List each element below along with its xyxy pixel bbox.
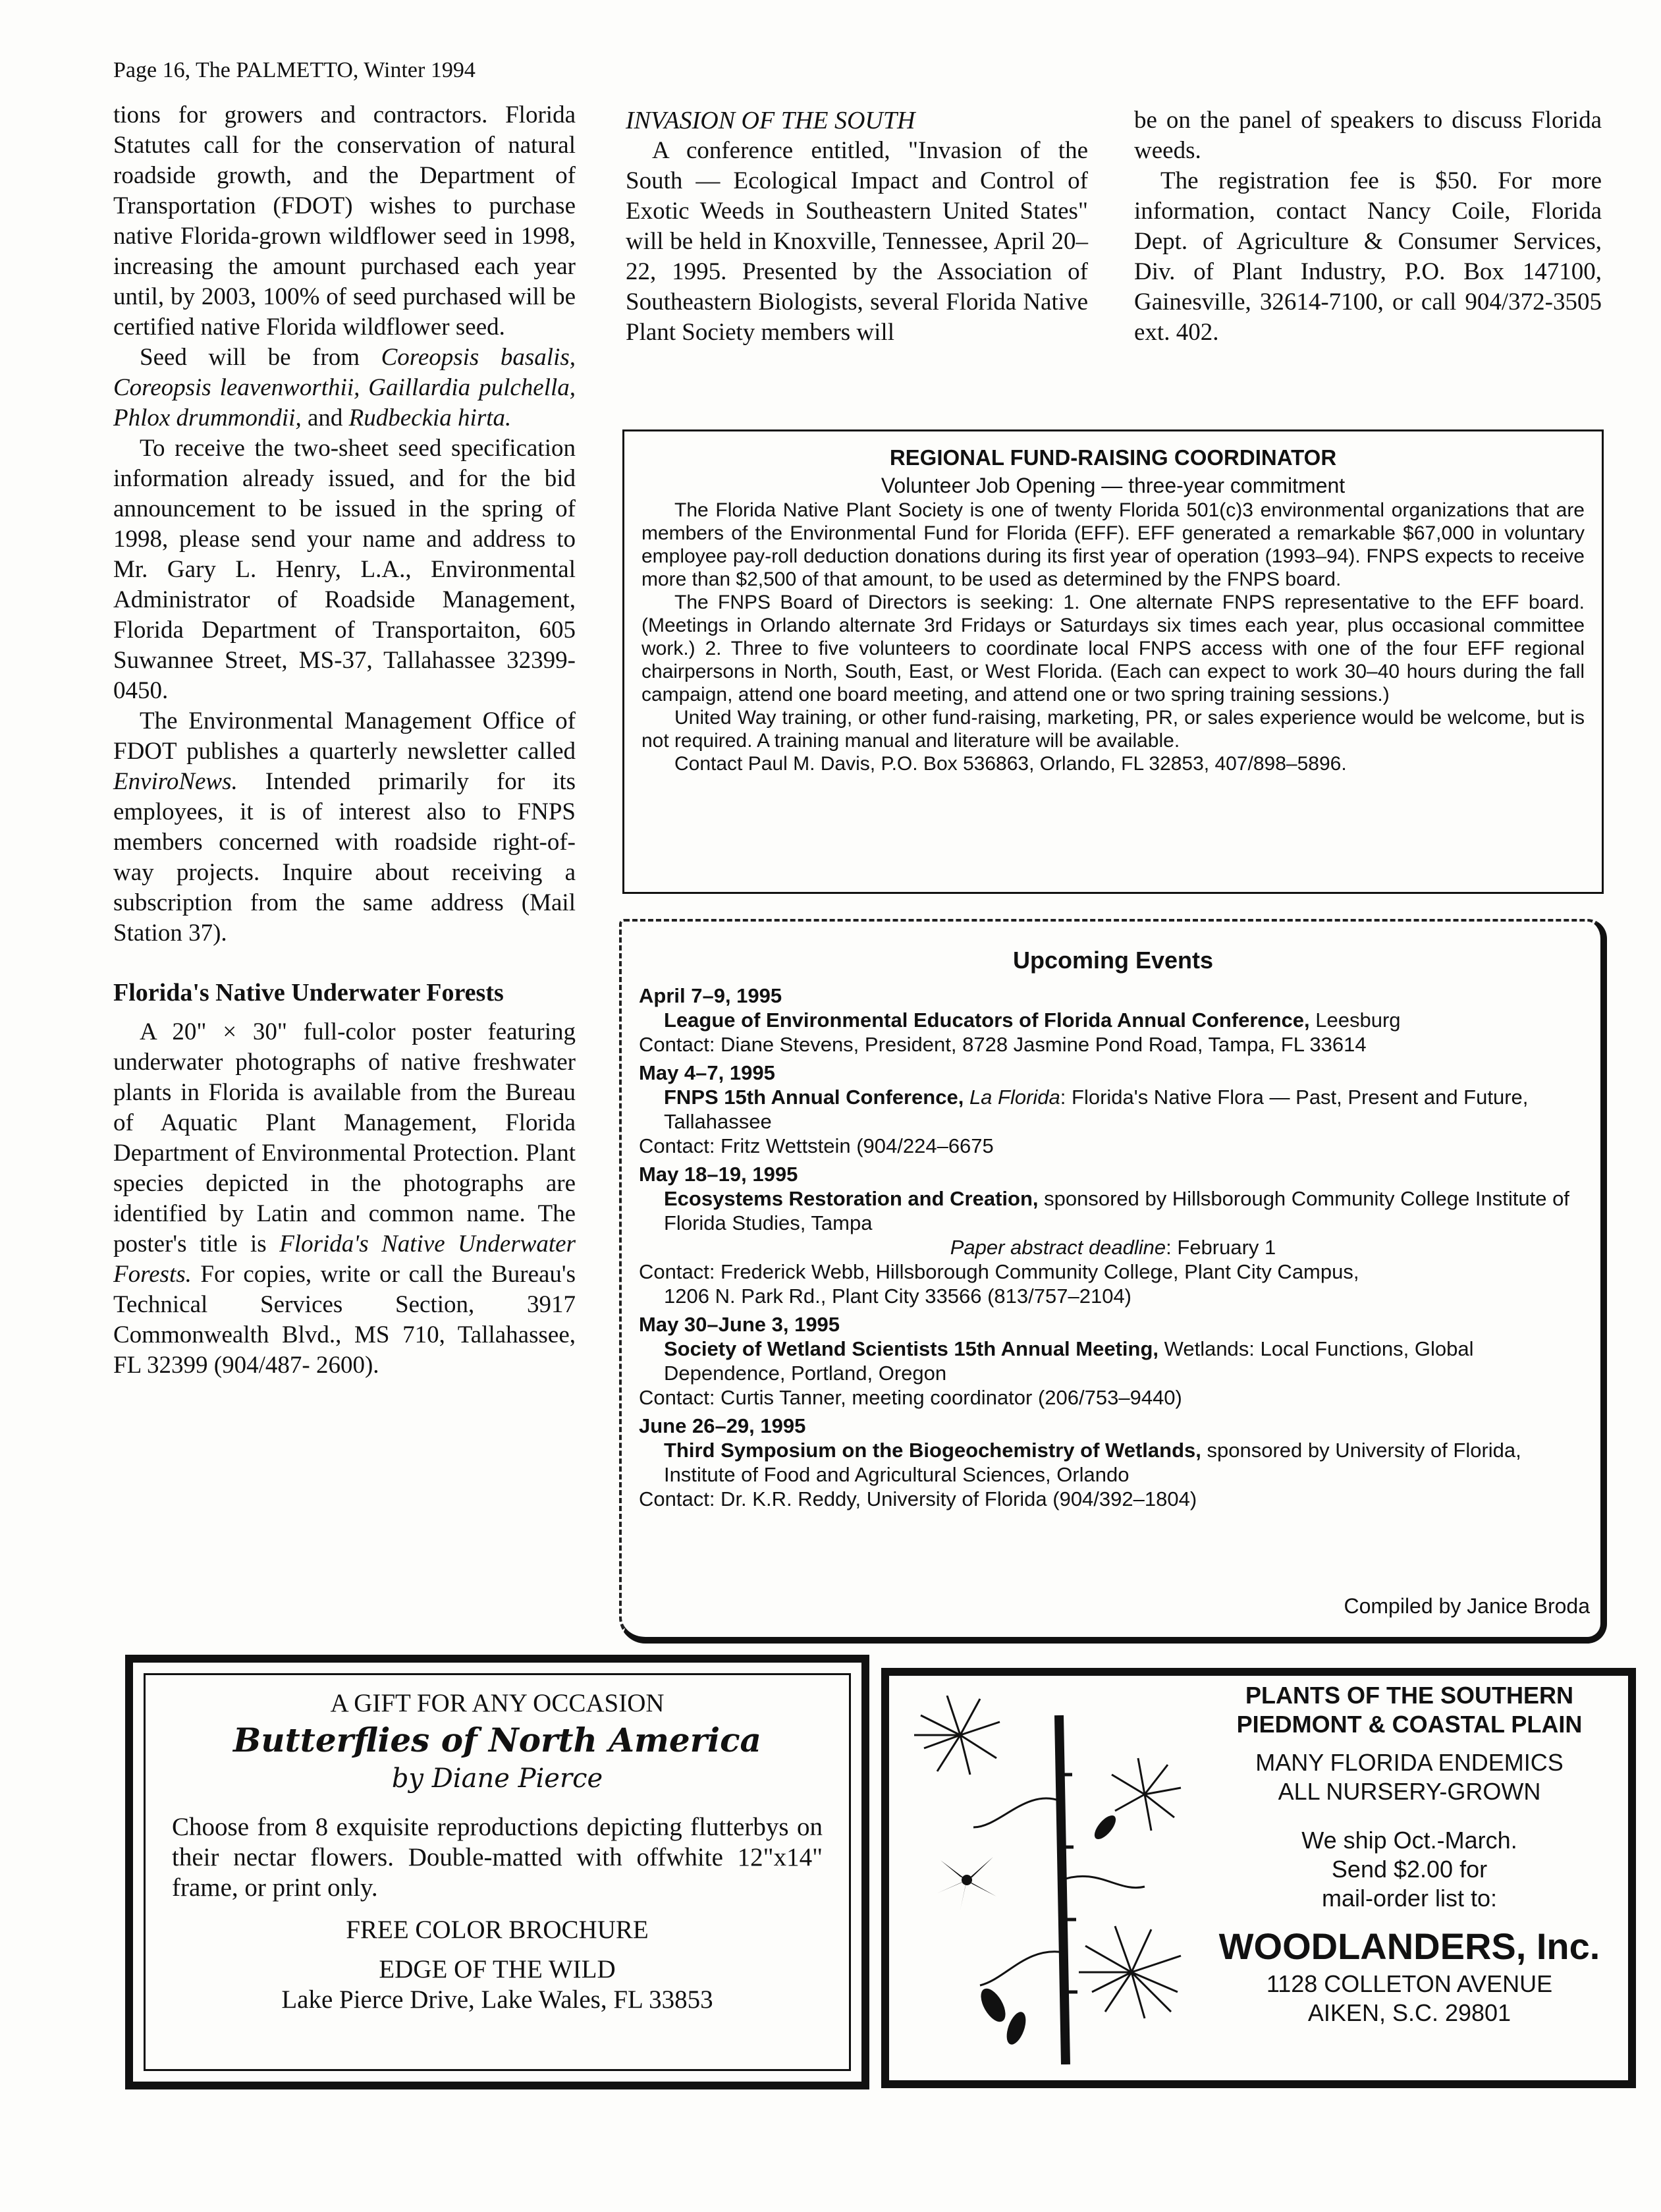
paragraph: tions for growers and contractors. Florida Statutes call for the conservation of natural roadside growth, and the Department of Transportation (FDOT) wishes to purchase native Florida-grown wildflower seed in 1998, increasing the amount purchased each year until, by 2003, 100% of seed purchased will be certified native Florida wildflower seed.: [113, 101, 576, 341]
ad-line: Send $2.00 for: [1331, 1856, 1488, 1883]
paragraph: The Florida Native Plant Society is one of twenty Florida 501(c)3 environmental organizations that are members of the Environmental Fund for Florida (EFF). EFF generated a remarkable $67,000 in voluntary employee pay-roll deduction donations during its first year of operation (1993–94). FNPS expects to receive more than $2,500 of that amount, to be used as determined by the FNPS board.: [641, 499, 1585, 590]
contact-line: Contact Paul M. Davis, P.O. Box 536863, Orlando, FL 32853, 407/898–5896.: [674, 753, 1347, 775]
paragraph: be on the panel of speakers to discuss Florida weeds.: [1134, 107, 1602, 164]
events-content: [639, 944, 1587, 1511]
box-title: REGIONAL FUND-RAISING COORDINATOR: [889, 445, 1337, 470]
page-header: Page 16, The PALMETTO, Winter 1994: [113, 58, 476, 82]
events-title: Upcoming Events: [1012, 947, 1214, 974]
event-place: Leesburg: [1315, 1009, 1401, 1032]
event-contact: Contact: Frederick Webb, Hillsborough Community College, Plant City Campus,: [639, 1260, 1359, 1283]
text: A 20" × 30" full-color poster featuring underwater photographs of native freshwater plants in Florida is available from the Bureau of Aquatic Plant Management, Florida Department of Environmental Protection. Plant species depicted in the photographs are identified by Latin and common name. The poster's title is: [113, 1018, 576, 1258]
ad-description: Choose from 8 exquisite reproductions depicting flutterbys on their nectar flowers. Double-matted with offwhite 12"x14" frame, or print only.: [172, 1813, 823, 1902]
event-name: [639, 1085, 1587, 1134]
ad-brochure: FREE COLOR BROCHURE: [346, 1916, 649, 1944]
deadline-value: : February 1: [1166, 1236, 1276, 1259]
ad-address: Lake Pierce Drive, Lake Wales, FL 33853: [281, 1985, 713, 2014]
paragraph: United Way training, or other fund-raising, marketing, PR, or sales experience would be welcome, but is not required. A training manual and literature will be available.: [641, 707, 1585, 752]
ad-product-title: Butterflies of North America: [233, 1721, 761, 1759]
event-details: : Florida's Native Flora — Past, Present and Future, Tallahassee: [664, 1086, 1529, 1133]
event-contact: Contact: Diane Stevens, President, 8728 Jasmine Pond Road, Tampa, FL 33614: [639, 1033, 1367, 1056]
upcoming-events: [619, 919, 1607, 1644]
event-title: Society of Wetland Scientists 15th Annual Meeting,: [664, 1337, 1159, 1360]
text: Intended primarily for its employees, it is of interest also to FNPS members concerned with roadside right-of-way projects. Inquire about receiving a subscription from the same address (Mail Station 37).: [113, 768, 576, 947]
ad-company: EDGE OF THE WILD: [379, 1955, 616, 1983]
article-title: INVASION OF THE SOUTH: [626, 107, 915, 134]
event-deadline: [639, 1235, 1587, 1259]
column-middle: [626, 105, 1088, 348]
paragraph-species: [113, 343, 576, 433]
event-date: May 18–19, 1995: [639, 1163, 798, 1186]
paragraph: The registration fee is $50. For more information, contact Nancy Coile, Florida Dept. of Agriculture & Consumer Services, Div. of Plant Industry, P.O. Box 147100, Gainesville, 32614-7100, or call 904/372-3505 ext. 402.: [1134, 167, 1602, 346]
events-credit: Compiled by Janice Broda: [1344, 1594, 1590, 1618]
event-contact: Contact: Curtis Tanner, meeting coordinator (206/753–9440): [639, 1386, 1182, 1409]
event-date: June 26–29, 1995: [639, 1414, 806, 1437]
event-contact: Contact: Dr. K.R. Reddy, University of Florida (904/392–1804): [639, 1487, 1197, 1510]
ad-company: WOODLANDERS, Inc.: [1218, 1925, 1600, 1967]
column-right: [1134, 105, 1602, 348]
gift-ad-inner: [144, 1673, 851, 2071]
ad-line: ALL NURSERY-GROWN: [1278, 1778, 1541, 1805]
event-details: Wetlands: Local Functions, Global Dependence, Portland, Oregon: [664, 1337, 1474, 1385]
text: and: [307, 404, 343, 431]
event-date: April 7–9, 1995: [639, 984, 782, 1007]
paragraph: To receive the two-sheet seed specification information already issued, and for the bid announcement to be issued in the spring of 1998, please send your name and address to Mr. Gary L. Henry, L.A., Environmental Administrator of Roadside Management, Florida Department of Transportaiton, 605 Suwannee Street, MS-37, Tallahassee 32399-0450.: [113, 435, 576, 704]
paragraph-newsletter: [113, 706, 576, 949]
text: Seed will be from: [140, 344, 360, 371]
ad-city: AIKEN, S.C. 29801: [1307, 1999, 1511, 2026]
event-contact-address: 1206 N. Park Rd., Plant City 33566 (813/757–2104): [664, 1285, 1132, 1308]
gift-advertisement: [125, 1655, 869, 2089]
event-date: May 4–7, 1995: [639, 1061, 775, 1084]
fundraising-box: [622, 429, 1604, 894]
newsletter-name: EnviroNews.: [113, 768, 238, 795]
ad-author: by Diane Pierce: [391, 1763, 603, 1794]
ad-line: PIEDMONT & COASTAL PLAIN: [1236, 1711, 1583, 1738]
event-name: [639, 1438, 1587, 1487]
poster-title: Florida's Native Underwater Forests.: [113, 1230, 576, 1288]
column-left: [113, 100, 576, 1381]
event-contact: Contact: Fritz Wettstein (904/224–6675: [639, 1134, 994, 1157]
event-title: FNPS 15th Annual Conference,: [664, 1086, 964, 1109]
paragraph: The FNPS Board of Directors is seeking: 1. One alternate FNPS representative to the EFF board. (Meetings in Orlando alternate 3rd Fridays or Saturdays six times each year, plus occasional committee work.) 2. Three to five volunteers to coordinate local FNPS access with one of the four EFF regional chairpersons in North, South, East, or West Florida. (Each can expect to work 30–40 hours during the fall campaign, attend one board meeting, and attend one or two spring training sessions.): [641, 592, 1585, 705]
event-title: Ecosystems Restoration and Creation,: [664, 1187, 1039, 1210]
text: The Environmental Management Office of FDOT publishes a quarterly newsletter called: [113, 707, 576, 765]
event-theme: La Florida: [969, 1086, 1060, 1109]
species-last: Rudbeckia hirta.: [348, 404, 512, 431]
ad-line: mail-order list to:: [1321, 1885, 1498, 1912]
ad-line: PLANTS OF THE SOUTHERN: [1245, 1682, 1573, 1709]
ad-line: MANY FLORIDA ENDEMICS: [1255, 1749, 1564, 1776]
ad-headline: A GIFT FOR ANY OCCASION: [330, 1689, 665, 1717]
paragraph: A conference entitled, "Invasion of the South — Ecological Impact and Control of Exotic Weeds in Southeastern United States" will be held in Knoxville, Tennessee, April 20–22, 1995. Presented by the Association of Southeastern Biologists, several Florida Native Plant Society members will: [626, 137, 1088, 346]
event-title: Third Symposium on the Biogeochemistry of Wetlands,: [664, 1439, 1201, 1462]
ad-street: 1128 COLLETON AVENUE: [1266, 1970, 1553, 1997]
paragraph-poster: [113, 1017, 576, 1381]
woodlanders-text: [1192, 1681, 1627, 2028]
event-name: [639, 1186, 1587, 1235]
species-list: Coreopsis basalis, Coreopsis leavenworthii, Gaillardia pulchella, Phlox drummondii,: [113, 344, 576, 431]
plant-illustration: [908, 1696, 1197, 2064]
ad-line: We ship Oct.-March.: [1301, 1827, 1517, 1854]
woodlanders-advertisement: [881, 1668, 1636, 2088]
event-details: sponsored by University of Florida, Institute of Food and Agricultural Sciences, Orlando: [664, 1439, 1521, 1486]
event-title: League of Environmental Educators of Florida Annual Conference,: [664, 1009, 1310, 1032]
event-name: [639, 1337, 1587, 1385]
text: For copies, write or call the Bureau's Technical Services Section, 3917 Commonwealth Blvd., MS 710, Tallahassee, FL 32399 (904/487- 2600).: [113, 1261, 576, 1379]
event-date: May 30–June 3, 1995: [639, 1313, 840, 1336]
event-details: sponsored by Hillsborough Community College Institute of Florida Studies, Tampa: [664, 1187, 1569, 1234]
event-name: [639, 1008, 1587, 1032]
box-subtitle: Volunteer Job Opening — three-year commitment: [881, 474, 1346, 497]
section-heading: Florida's Native Underwater Forests: [113, 979, 504, 1007]
deadline-label: Paper abstract deadline: [950, 1236, 1166, 1259]
